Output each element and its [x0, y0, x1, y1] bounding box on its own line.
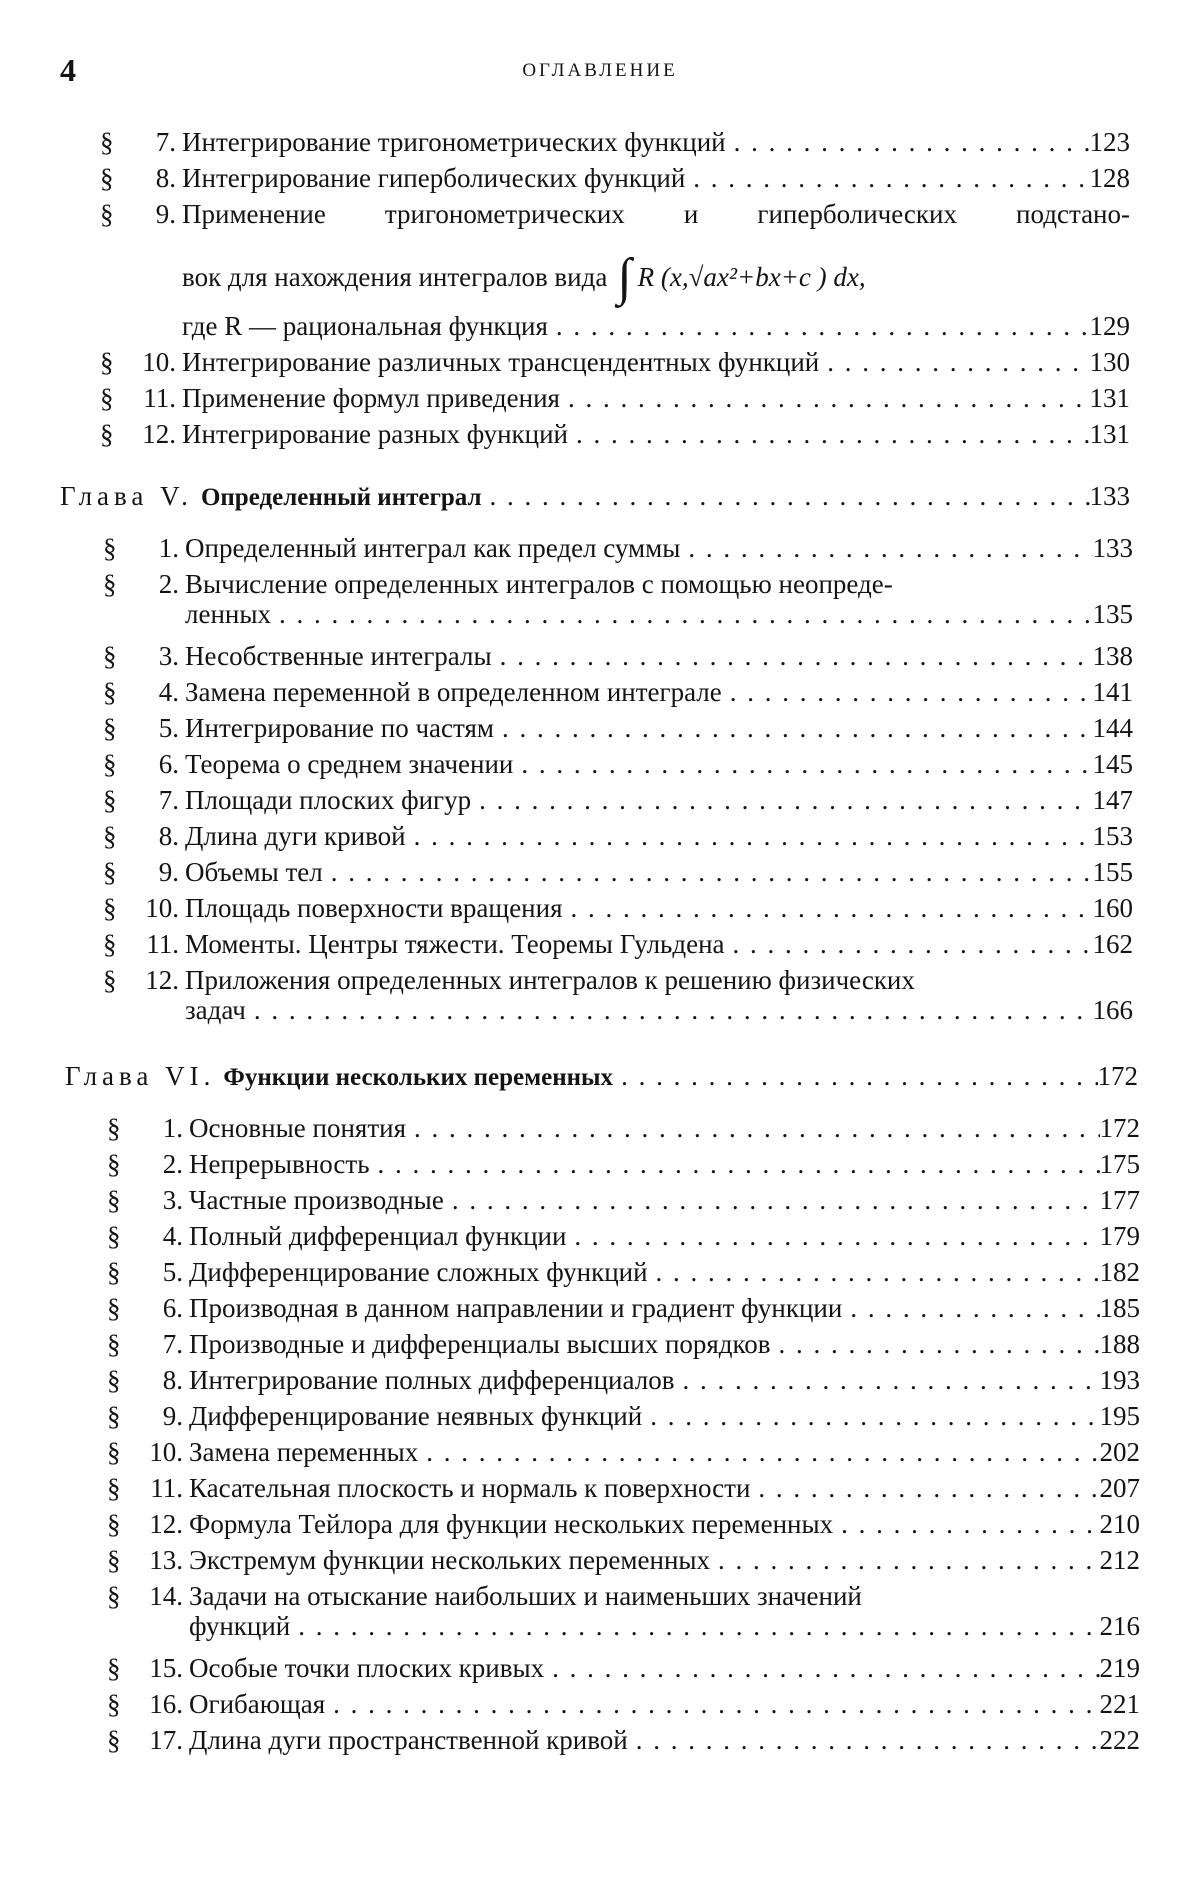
- entry-title: Несобственные интегралы: [185, 641, 492, 671]
- section-number: [100, 160, 182, 196]
- dot-leader: [819, 344, 1089, 380]
- section-num: 7.: [158, 785, 179, 815]
- toc-entry: [107, 1686, 1140, 1722]
- chapter-label: Глава VI.: [65, 1061, 216, 1091]
- section-num: 5.: [158, 713, 179, 743]
- page-reference: 153: [1092, 821, 1133, 851]
- entry-title: Интегрирование разных функций: [182, 419, 568, 449]
- section-sign: §: [107, 1581, 121, 1611]
- toc-entry: [103, 854, 1133, 890]
- section-sign: §: [100, 127, 114, 157]
- section-number: [107, 1254, 189, 1290]
- entry-title: Длина дуги кривой: [185, 821, 406, 851]
- dot-leader: [842, 1290, 1099, 1326]
- section-number: [100, 380, 182, 416]
- entry-title: Длина дуги пространственной кривой: [189, 1725, 628, 1755]
- section-number: [103, 962, 185, 998]
- section-number: [100, 196, 182, 232]
- section-sign: §: [103, 821, 117, 851]
- toc-entry: [103, 746, 1133, 782]
- section-sign: §: [103, 785, 117, 815]
- page-reference: 131: [1089, 383, 1130, 413]
- page-reference: 175: [1099, 1149, 1140, 1179]
- entry-title: Интегрирование по частям: [185, 713, 494, 743]
- section-num: 16.: [149, 1689, 183, 1719]
- toc-entry: [100, 416, 1130, 452]
- toc-entry: [107, 1722, 1140, 1758]
- section-number: [107, 1686, 189, 1722]
- toc-entry: [107, 1434, 1140, 1470]
- section-number: [100, 344, 182, 380]
- entry-title-line2: функций: [189, 1611, 291, 1641]
- section-num: 8.: [158, 821, 179, 851]
- dot-leader: [492, 638, 1093, 674]
- section-sign: §: [103, 677, 117, 707]
- page-reference: 138: [1092, 641, 1133, 671]
- entry-title: Касательная плоскость и нормаль к поверхности: [189, 1473, 751, 1503]
- toc-entry: [107, 1650, 1140, 1686]
- section-number: [103, 746, 185, 782]
- section-num: 14.: [149, 1581, 183, 1611]
- page-reference: 222: [1099, 1725, 1140, 1755]
- toc-entry: [103, 710, 1133, 746]
- entry-title: Интегрирование гиперболических функций: [182, 163, 686, 193]
- page-reference: 185: [1099, 1293, 1140, 1323]
- dot-leader: [482, 478, 1090, 514]
- entry-title: Интегрирование различных трансцендентных функций: [182, 347, 820, 377]
- dot-leader: [548, 308, 1090, 344]
- section-num: 7.: [155, 127, 176, 157]
- section-number: [103, 566, 185, 602]
- entry-title: Моменты. Центры тяжести. Теоремы Гульдена: [185, 929, 725, 959]
- toc-entry: [107, 1110, 1140, 1146]
- section-num: 2.: [162, 1149, 183, 1179]
- toc-entry: [103, 818, 1133, 854]
- entry-title-line1: Применение тригонометрических и гиперболических подстано-: [182, 199, 1130, 229]
- dot-leader: [710, 1542, 1099, 1578]
- dot-leader: [494, 710, 1093, 746]
- section-number: [107, 1146, 189, 1182]
- section-num: 6.: [158, 749, 179, 779]
- page-reference: 216: [1099, 1611, 1140, 1641]
- section-num: 17.: [149, 1725, 183, 1755]
- page-reference: 221: [1099, 1689, 1140, 1719]
- integral-formula: [617, 249, 866, 306]
- section-number: [107, 1650, 189, 1686]
- toc-entry-continuation: [182, 308, 1130, 344]
- chapter-heading: [60, 478, 1130, 516]
- section-sign: §: [100, 419, 114, 449]
- section-num: 9.: [162, 1401, 183, 1431]
- entry-title: Полный дифференциал функции: [189, 1221, 567, 1251]
- dot-leader: [563, 890, 1093, 926]
- toc-entry: [103, 782, 1133, 818]
- dot-leader: [444, 1182, 1100, 1218]
- section-sign: §: [100, 163, 114, 193]
- toc-entry: [107, 1182, 1140, 1218]
- entry-title: Дифференцирование сложных функций: [189, 1257, 648, 1287]
- section-sign: §: [107, 1437, 121, 1467]
- chapter-title: Определенный интеграл: [200, 484, 482, 511]
- dot-leader: [628, 1722, 1100, 1758]
- page-reference: 160: [1092, 893, 1133, 923]
- page-reference: 193: [1099, 1365, 1140, 1395]
- entry-title-line1: Приложения определенных интегралов к решению физических: [185, 965, 915, 995]
- section-num: 11.: [143, 383, 176, 413]
- chapter-label: Глава V.: [60, 481, 193, 511]
- section-number: [100, 416, 182, 452]
- section-sign: §: [103, 857, 117, 887]
- page-reference: 144: [1092, 713, 1133, 743]
- section-num: 2.: [158, 569, 179, 599]
- section-number: [103, 782, 185, 818]
- section-num: 5.: [162, 1257, 183, 1287]
- entry-title: Интегрирование полных дифференциалов: [189, 1365, 675, 1395]
- page-reference: 141: [1092, 677, 1133, 707]
- section-sign: §: [100, 199, 114, 229]
- page-reference: 145: [1092, 749, 1133, 779]
- entry-title: Замена переменных: [189, 1437, 419, 1467]
- entry-title: Определенный интеграл как предел суммы: [185, 533, 681, 563]
- integral-sign: ∫: [617, 249, 632, 306]
- section-sign: §: [107, 1113, 121, 1143]
- section-num: 12.: [145, 965, 179, 995]
- chapter-heading: [65, 1058, 1138, 1096]
- page-reference: 172: [1097, 1061, 1138, 1091]
- section-num: 9.: [158, 857, 179, 887]
- section-num: 10.: [145, 893, 179, 923]
- section-sign: §: [103, 641, 117, 671]
- dot-leader: [290, 1608, 1099, 1644]
- toc-entry: [103, 926, 1133, 962]
- toc-entry-continuation: [182, 249, 1130, 306]
- entry-title: Непрерывность: [189, 1149, 370, 1179]
- entry-title: Площадь поверхности вращения: [185, 893, 563, 923]
- dot-leader: [680, 530, 1092, 566]
- section-num: 11.: [146, 929, 179, 959]
- section-num: 1.: [158, 533, 179, 563]
- section-number: [107, 1110, 189, 1146]
- toc-entry: [107, 1218, 1140, 1254]
- toc-entry: [107, 1542, 1140, 1578]
- toc-entry: [103, 530, 1133, 566]
- toc-entry: [107, 1470, 1140, 1506]
- entry-title: Производные и дифференциалы высших порядков: [189, 1329, 771, 1359]
- section-number: [107, 1506, 189, 1542]
- dot-leader: [642, 1398, 1099, 1434]
- running-head: ОГЛАВЛЕНИЕ: [522, 60, 678, 81]
- section-num: 4.: [158, 677, 179, 707]
- section-num: 3.: [162, 1185, 183, 1215]
- section-sign: §: [107, 1401, 121, 1431]
- page-reference: 182: [1099, 1257, 1140, 1287]
- page-reference: 147: [1092, 785, 1133, 815]
- toc-entry: [100, 196, 1130, 232]
- page-reference: 135: [1092, 599, 1133, 629]
- section-number: [103, 926, 185, 962]
- section-number: [103, 674, 185, 710]
- section-sign: §: [107, 1329, 121, 1359]
- entry-title: Объемы тел: [185, 857, 323, 887]
- section-sign: §: [103, 533, 117, 563]
- section-num: 13.: [149, 1545, 183, 1575]
- dot-leader: [406, 1110, 1100, 1146]
- section-number: [103, 818, 185, 854]
- section-sign: §: [107, 1149, 121, 1179]
- page-reference: 128: [1089, 163, 1130, 193]
- section-sign: §: [107, 1653, 121, 1683]
- entry-title: Площади плоских фигур: [185, 785, 472, 815]
- section-number: [107, 1218, 189, 1254]
- toc-entry: [103, 674, 1133, 710]
- toc-entry: [107, 1506, 1140, 1542]
- toc-entry: [107, 1326, 1140, 1362]
- section-sign: §: [107, 1509, 121, 1539]
- entry-title: Частные производные: [189, 1185, 444, 1215]
- entry-title-line2: задач: [185, 995, 246, 1025]
- dot-leader: [771, 1326, 1100, 1362]
- section-number: [103, 638, 185, 674]
- section-sign: §: [100, 347, 114, 377]
- section-number: [107, 1578, 189, 1614]
- dot-leader: [750, 1470, 1099, 1506]
- entry-title: Основные понятия: [189, 1113, 406, 1143]
- section-number: [107, 1362, 189, 1398]
- section-sign: §: [107, 1293, 121, 1323]
- dot-leader: [674, 1362, 1099, 1398]
- dot-leader: [685, 160, 1089, 196]
- dot-leader: [648, 1254, 1100, 1290]
- section-num: 9.: [155, 199, 176, 229]
- section-num: 12.: [142, 419, 176, 449]
- entry-title: Формула Тейлора для функции нескольких переменных: [189, 1509, 834, 1539]
- entry-title: Теорема о среднем значении: [185, 749, 514, 779]
- dot-leader: [271, 596, 1093, 632]
- dot-leader: [418, 1434, 1099, 1470]
- dot-leader: [246, 992, 1093, 1028]
- section-sign: §: [107, 1257, 121, 1287]
- entry-title: Огибающая: [189, 1689, 326, 1719]
- entry-title-line1: Задачи на отыскание наибольших и наименьших значений: [189, 1581, 862, 1611]
- section-sign: §: [107, 1545, 121, 1575]
- section-num: 15.: [149, 1653, 183, 1683]
- section-number: [107, 1470, 189, 1506]
- page-reference: 162: [1092, 929, 1133, 959]
- section-sign: §: [107, 1473, 121, 1503]
- page-reference: 166: [1092, 995, 1133, 1025]
- dot-leader: [722, 674, 1093, 710]
- section-number: [107, 1542, 189, 1578]
- entry-title: Замена переменной в определенном интеграле: [185, 677, 722, 707]
- section-sign: §: [103, 749, 117, 779]
- section-number: [107, 1722, 189, 1758]
- page-reference: 212: [1099, 1545, 1140, 1575]
- section-sign: §: [107, 1221, 121, 1251]
- toc-entry: [107, 1146, 1140, 1182]
- toc-entry: [107, 1362, 1140, 1398]
- dot-leader: [323, 854, 1093, 890]
- page-reference: 179: [1099, 1221, 1140, 1251]
- entry-title: Интегрирование тригонометрических функций: [182, 127, 726, 157]
- entry-title-line2: вок для нахождения интегралов вида: [182, 262, 608, 292]
- section-num: 8.: [162, 1365, 183, 1395]
- dot-leader: [833, 1506, 1099, 1542]
- chapter-title: Функции нескольких переменных: [223, 1064, 614, 1091]
- section-num: 8.: [155, 163, 176, 193]
- dot-leader: [513, 746, 1092, 782]
- page-number: 4: [60, 52, 76, 88]
- section-sign: §: [107, 1185, 121, 1215]
- entry-title: Производная в данном направлении и градиент функции: [189, 1293, 843, 1323]
- entry-title: Экстремум функции нескольких переменных: [189, 1545, 711, 1575]
- entry-title: Применение формул приведения: [182, 383, 560, 413]
- section-sign: §: [107, 1689, 121, 1719]
- section-sign: §: [103, 929, 117, 959]
- toc-entry: [103, 890, 1133, 926]
- toc-entry-continuation: [185, 992, 1133, 1028]
- page-reference: 155: [1092, 857, 1133, 887]
- section-number: [107, 1326, 189, 1362]
- section-num: 10.: [142, 347, 176, 377]
- entry-title: Особые точки плоских кривых: [189, 1653, 545, 1683]
- section-number: [107, 1182, 189, 1218]
- entry-title: Дифференцирование неявных функций: [189, 1401, 643, 1431]
- dot-leader: [613, 1058, 1097, 1094]
- section-num: 7.: [162, 1329, 183, 1359]
- section-sign: §: [103, 965, 117, 995]
- page-reference: 202: [1099, 1437, 1140, 1467]
- section-sign: §: [107, 1365, 121, 1395]
- section-sign: §: [103, 893, 117, 923]
- toc-entry-continuation: [185, 596, 1133, 632]
- page-reference: 177: [1099, 1185, 1140, 1215]
- section-number: [107, 1290, 189, 1326]
- section-sign: §: [103, 569, 117, 599]
- section-number: [100, 124, 182, 160]
- dot-leader: [568, 416, 1090, 452]
- toc-entry: [100, 124, 1130, 160]
- section-sign: §: [103, 713, 117, 743]
- dot-leader: [471, 782, 1092, 818]
- page-reference: 123: [1089, 127, 1130, 157]
- toc-entry: [103, 638, 1133, 674]
- section-sign: §: [107, 1725, 121, 1755]
- page-reference: 188: [1099, 1329, 1140, 1359]
- page-reference: 133: [1089, 481, 1130, 511]
- page-reference: 130: [1089, 347, 1130, 377]
- dot-leader: [725, 926, 1093, 962]
- entry-title-line3: где R — рациональная функция: [182, 311, 548, 341]
- section-number: [107, 1398, 189, 1434]
- toc-entry: [100, 380, 1130, 416]
- dot-leader: [325, 1686, 1099, 1722]
- entry-title-line1: Вычисление определенных интегралов с помощью неопреде-: [185, 569, 893, 599]
- toc-entry: [107, 1398, 1140, 1434]
- page-reference: 172: [1099, 1113, 1140, 1143]
- dot-leader: [370, 1146, 1100, 1182]
- section-sign: §: [100, 383, 114, 413]
- toc-entry: [107, 1290, 1140, 1326]
- section-num: 4.: [162, 1221, 183, 1251]
- section-num: 11.: [150, 1473, 183, 1503]
- dot-leader: [566, 1218, 1099, 1254]
- section-num: 10.: [149, 1437, 183, 1467]
- page-reference: 129: [1089, 311, 1130, 341]
- entry-title-line2: ленных: [185, 599, 271, 629]
- page-reference: 195: [1099, 1401, 1140, 1431]
- section-number: [103, 530, 185, 566]
- section-number: [107, 1434, 189, 1470]
- dot-leader: [726, 124, 1090, 160]
- page-reference: 207: [1099, 1473, 1140, 1503]
- toc-entry: [100, 160, 1130, 196]
- section-num: 3.: [158, 641, 179, 671]
- page-reference: 131: [1089, 419, 1130, 449]
- section-number: [103, 890, 185, 926]
- toc-entry: [100, 344, 1130, 380]
- toc-entry-continuation: [189, 1608, 1140, 1644]
- dot-leader: [544, 1650, 1099, 1686]
- section-number: [103, 710, 185, 746]
- integrand: R (x,√ax²+bx+c ) dx,: [637, 262, 866, 292]
- dot-leader: [406, 818, 1093, 854]
- dot-leader: [560, 380, 1090, 416]
- section-num: 1.: [162, 1113, 183, 1143]
- section-num: 6.: [162, 1293, 183, 1323]
- section-num: 12.: [149, 1509, 183, 1539]
- page-reference: 219: [1099, 1653, 1140, 1683]
- page-reference: 210: [1099, 1509, 1140, 1539]
- section-number: [103, 854, 185, 890]
- toc-entry: [107, 1254, 1140, 1290]
- page-reference: 133: [1092, 533, 1133, 563]
